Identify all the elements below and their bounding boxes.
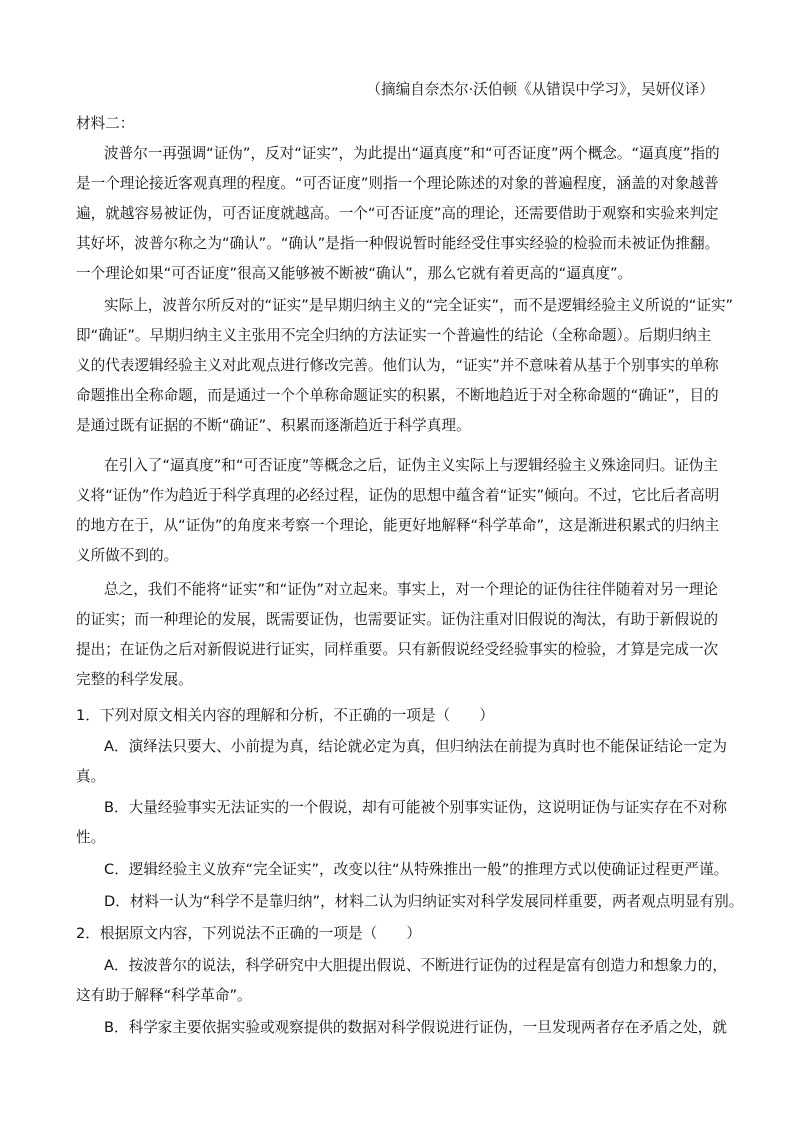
paragraph-line: 义所做不到的。 xyxy=(76,547,179,564)
paragraph-line: 完整的科学发展。 xyxy=(76,671,193,688)
paragraph-line: 实际上，波普尔所反对的“证实”是早期归纳主义的“完全证实”，而不是逻辑经验主义所说的“证实” xyxy=(104,297,734,314)
paragraph-line: 在引入了“逼真度”和“可否证度”等概念之后，证伪主义实际上与逻辑经验主义殊途同归。证伪主 xyxy=(104,457,718,474)
q2-option-a: A．按波普尔的说法，科学研究中大胆提出假说、不断进行证伪的过程是富有创造力和想象力的， xyxy=(104,957,727,974)
paragraph-line: 总之，我们不能将“证实”和“证伪”对立起来。事实上，对一个理论的证伪往往伴随着对另一理论 xyxy=(104,581,718,598)
paragraph-line: 义将“证伪”作为趋近于科学真理的必经过程，证伪的思想中蕴含着“证实”倾向。不过，它比后者高明 xyxy=(76,487,720,504)
paragraph-line: 一个理论如果“可否证度”很高又能够被不断被“确认”，那么它就有着更高的“逼真度”。 xyxy=(76,265,633,282)
paragraph-line: 的证实；而一种理论的发展，既需要证伪，也需要证实。证伪注重对旧假说的淘汰，有助于新假说的 xyxy=(76,611,719,628)
paragraph-line: 波普尔一再强调“证伪”，反对“证实”，为此提出“逼真度”和“可否证度”两个概念。“逼真度”指的 xyxy=(104,145,720,162)
source-citation: （摘编自奈杰尔·沃伯顿《从错误中学习》，吴妍仪译） xyxy=(366,81,714,98)
q1-option-a-cont: 真。 xyxy=(76,768,106,785)
q1-option-a: A．演绎法只要大、小前提为真，结论就必定为真，但归纳法在前提为真时也不能保证结论一定为 xyxy=(104,738,727,755)
q2-option-b: B．科学家主要依据实验或观察提供的数据对科学假说进行证伪，一旦发现两者存在矛盾之处，就 xyxy=(104,1019,727,1036)
paragraph-line: 是通过既有证据的不断“确证”、积累而逐渐趋近于科学真理。 xyxy=(76,417,471,434)
paragraph-line: 即“确证”。早期归纳主义主张用不完全归纳的方法证实一个普遍性的结论（全称命题）。后期归纳主 xyxy=(76,327,712,344)
q1-option-c: C．逻辑经验主义放弃“完全证实”，改变以往“从特殊推出一般”的推理方式以使确证过程更严谨。 xyxy=(104,861,729,878)
question-1-stem: 1．下列对原文相关内容的理解和分析，不正确的一项是（ ） xyxy=(76,707,494,724)
q1-option-d: D．材料一认为“科学不是靠归纳”，材料二认为归纳证实对科学发展同样重要，两者观点明显有别。 xyxy=(104,893,744,910)
paragraph-line: 的地方在于，从“证伪”的角度来考察一个理论，能更好地解释“科学革命”，这是渐进积累式的归纳主 xyxy=(76,517,720,534)
paragraph-line: 命题推出全称命题，而是通过一个个单称命题证实的积累，不断地趋近于对全称命题的“确证”，目的 xyxy=(76,387,719,404)
q2-option-a-cont: 这有助于解释“科学革命”。 xyxy=(76,987,252,1004)
q1-option-b-cont: 性。 xyxy=(76,829,106,846)
paragraph-line: 义的代表逻辑经验主义对此观点进行修改完善。他们认为，“证实”并不意味着从基于个别事实的单称 xyxy=(76,357,719,374)
paragraph-line: 是一个理论接近客观真理的程度。“可否证度”则指一个理论陈述的对象的普遍程度，涵盖的对象越普 xyxy=(76,175,719,192)
paragraph-line: 提出；在证伪之后对新假说进行证实，同样重要。只有新假说经受经验事实的检验，才算是完成一次 xyxy=(76,641,719,658)
paragraph-line: 其好坏，波普尔称之为“确认”。“确认”是指一种假说暂时能经受住事实经验的检验而未被证伪推翻。 xyxy=(76,235,720,252)
question-2-stem: 2．根据原文内容，下列说法不正确的一项是（ ） xyxy=(76,925,421,942)
paragraph-line: 遍，就越容易被证伪，可否证度就越高。一个“可否证度”高的理论，还需要借助于观察和实验来判定 xyxy=(76,205,719,222)
material-2-label: 材料二： xyxy=(76,115,135,132)
q1-option-b: B．大量经验事实无法证实的一个假说，却有可能被个别事实证伪，这说明证伪与证实存在不对称 xyxy=(104,799,727,816)
